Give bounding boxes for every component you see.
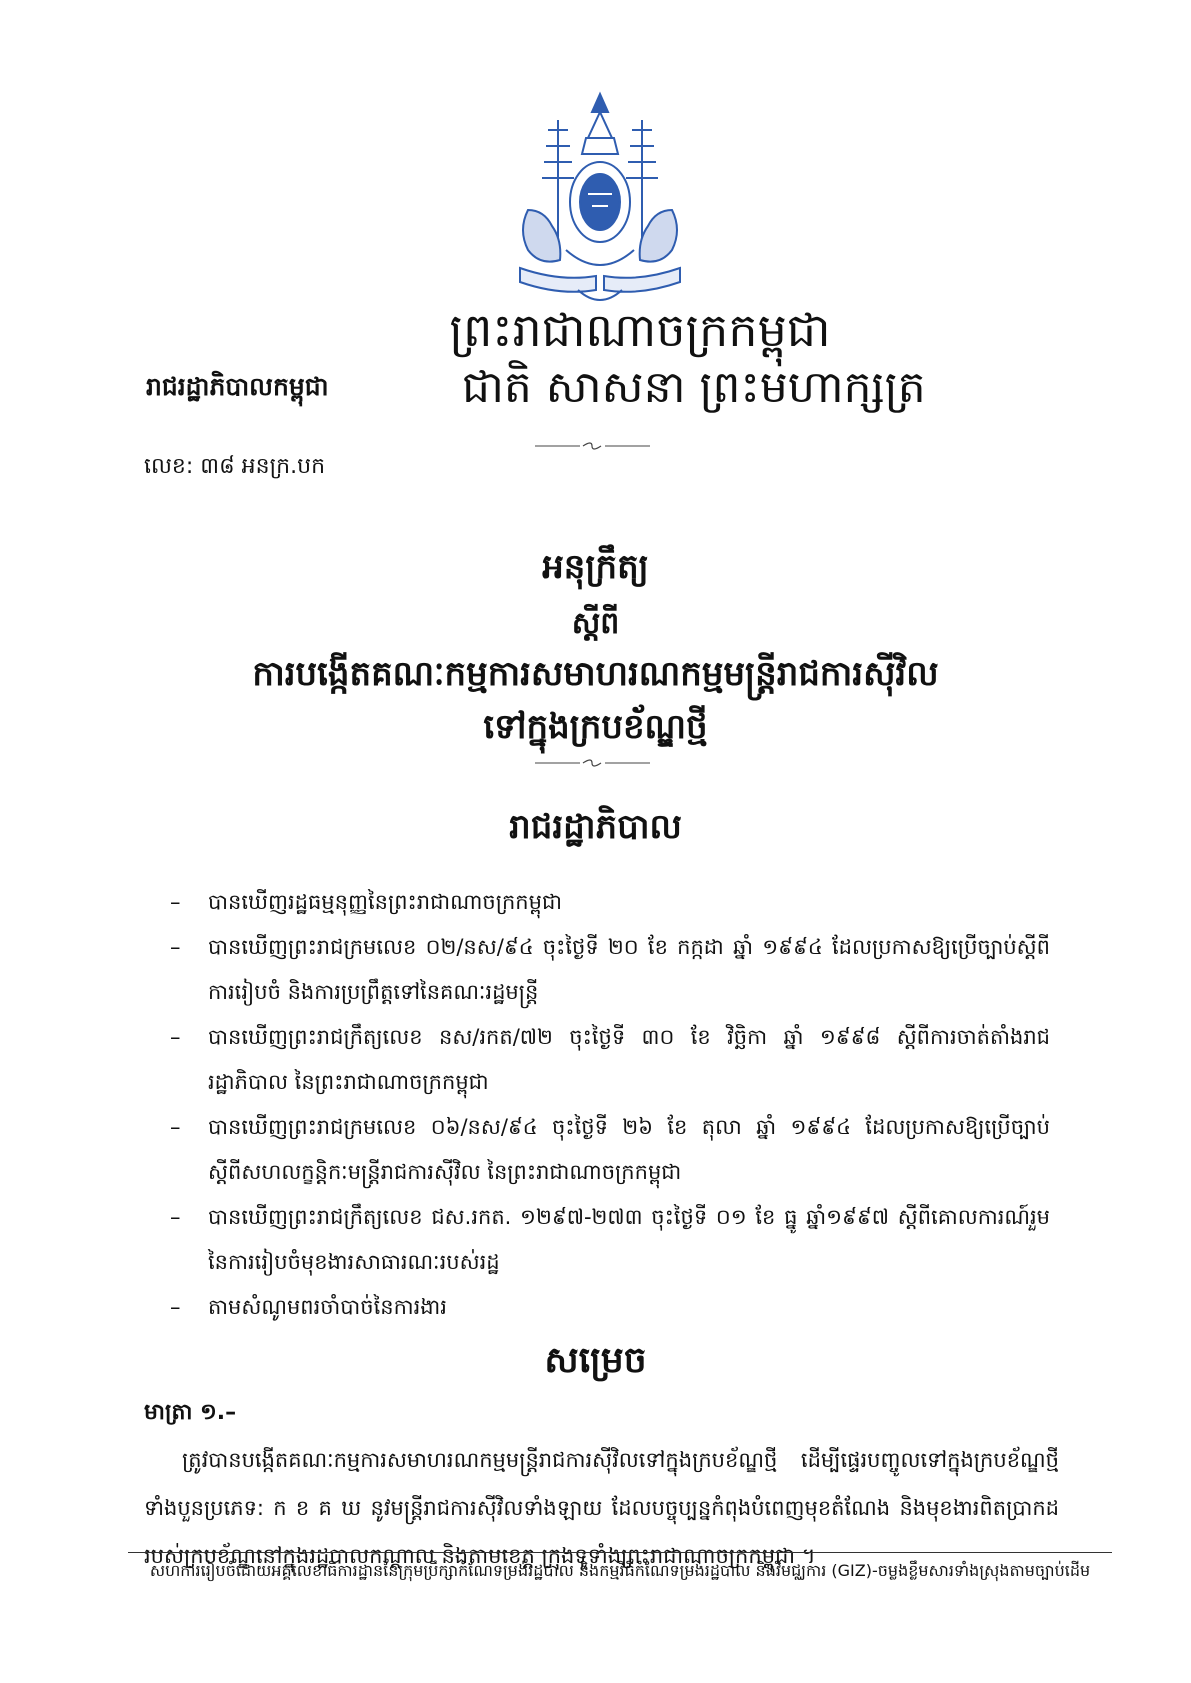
ornament-divider [535,441,650,451]
national-motto: ជាតិ សាសនា ព្រះមហាក្សត្រ [462,362,926,413]
royal-coat-of-arms-icon [500,90,700,312]
list-item: – បានឃើញព្រះរាជក្រមលេខ ០៦/នស/៩៤ ចុះថ្ងៃទី ២៦ ខែ តុលា ឆ្នាំ ១៩៩៤ ដែលប្រកាសឱ្យប្រើច្បាប់ស្តីពីសហលក្ខន្តិកៈមន្ត្រីរាជការស៊ីវិល នៃព្រះរាជាណាចក្រកម្ពុជា [170,1115,1050,1184]
title-about: ស្តីពី [571,606,620,641]
list-item: – បានឃើញរដ្ឋធម្មនុញ្ញនៃព្រះរាជាណាចក្រកម្ពុជា [170,890,562,914]
list-item: – បានឃើញព្រះរាជក្រមលេខ ០២/នស/៩៤ ចុះថ្ងៃទី ២០ ខែ កក្កដា ឆ្នាំ ១៩៩៤ ដែលប្រកាសឱ្យប្រើច្បាប់ស្តីពីការរៀបចំ និងការប្រព្រឹត្តទៅនៃគណៈរដ្ឋមន្ត្រី [170,935,1050,1004]
footer-divider [128,1552,1112,1553]
title-subject-line-1: ការបង្កើតគណៈកម្មការសមាហរណកម្មមន្ត្រីរាជការស៊ីវិល [252,654,939,694]
decision-heading: សម្រេច [544,1340,647,1381]
issuer-heading: រាជរដ្ឋាភិបាល [509,807,682,847]
article-label: មាត្រា ១.– [144,1400,237,1425]
document-type-title: អនុក្រឹត្យ [542,547,649,587]
list-item: – បានឃើញព្រះរាជក្រឹត្យលេខ ជស.រកត. ១២៩៧-២៧៣ ចុះថ្ងៃទី ០១ ខែ ធ្នូ ឆ្នាំ១៩៩៧ ស្តីពីគោលការណ៍រួមនៃការរៀបចំមុខងារសាធារណៈរបស់រដ្ឋ [170,1205,1050,1274]
reference-number: លេខ: ៣៨ អនក្រ.បក [144,454,326,479]
article-text: ត្រូវបានបង្កើតគណៈកម្មការសមាហរណកម្មមន្ត្រីរាជការស៊ីវិលទៅក្នុងក្របខ័ណ្ឌថ្មី ដើម្បីផ្ទេរបញ្ចូលទៅក្នុងក្របខ័ណ្ឌថ្មីទាំងបួនប្រភេទ: ក ខ គ ឃ នូវមន្ត្រីរាជការស៊ីវិលទាំងឡាយ ដែលបច្ចុប្បន្នកំពុងបំពេញមុខតំណែង និងមុខងារពិតប្រាកដរបស់ក្របខ័ណ្ឌនៅក្នុងរដ្ឋបាលកណ្តាល និងតាមខេត្ត ក្រុងទូទាំងព្រះរាជាណាចក្រកម្ពុជា ។ [144,1448,1059,1568]
government-label: រាជរដ្ឋាភិបាលកម្ពុជា [146,372,329,401]
kingdom-heading: ព្រះរាជាណាចក្រកម្ពុជា [449,303,831,357]
list-item: – តាមសំណូមពរចាំបាច់នៃការងារ [170,1295,447,1319]
ornament-divider [535,758,650,768]
list-item: – បានឃើញព្រះរាជក្រឹត្យលេខ នស/រកត/៧២ ចុះថ្ងៃទី ៣០ ខែ វិច្ឆិកា ឆ្នាំ ១៩៩៨ ស្តីពីការចាត់តាំងរាជរដ្ឋាភិបាល នៃព្រះរាជាណាចក្រកម្ពុជា [170,1025,1050,1094]
title-subject-line-2: ទៅក្នុងក្របខ័ណ្ឌថ្មី [483,707,708,747]
page-footer: សហការរៀបចំដោយអគ្គលេខាធិការដ្ឋាននៃក្រុមប្រឹក្សាកំណែទម្រង់រដ្ឋបាល និងកម្មវិធីកំណែទម្រង់រដ្ឋបាល និងវិមជ្ឈការ (GIZ)-ចម្លងខ្លឹមសារទាំងស្រុងតាមច្បាប់ដើម [149,1561,1091,1580]
considerations-list [170,880,1050,1330]
